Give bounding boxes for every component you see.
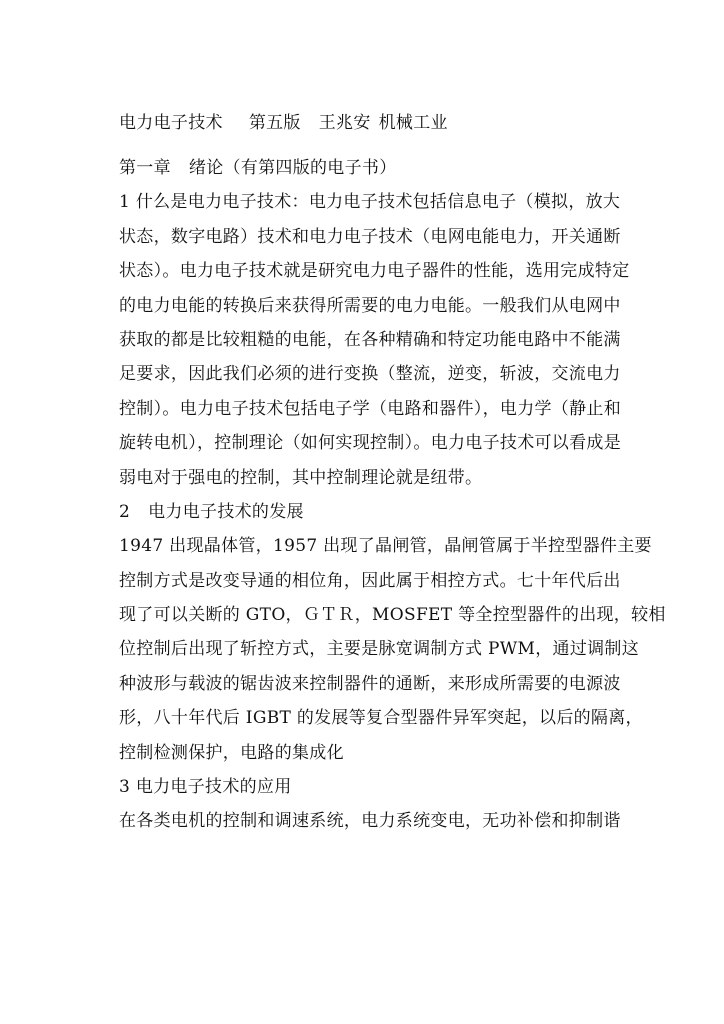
book-publisher: 机械工业 bbox=[378, 113, 448, 133]
book-title: 电力电子技术 bbox=[119, 113, 223, 133]
text-line: 在各类电机的控制和调速系统，电力系统变电，无功补偿和抑制谐 bbox=[119, 811, 621, 832]
text-line: 种波形与载波的锯齿波来控制器件的通断，来形成所需要的电源波 bbox=[119, 673, 621, 694]
text-line: 状态，数字电路）技术和电力电子技术（电网电能电力，开关通断 bbox=[119, 226, 621, 247]
text-line: 1947 出现晶体管，1957 出现了晶闸管，晶闸管属于半控型器件主要 bbox=[119, 536, 652, 557]
book-edition: 第五版 bbox=[248, 113, 301, 133]
text-line: 形，八十年代后 IGBT 的发展等复合型器件异军突起，以后的隔离， bbox=[119, 708, 643, 729]
text-line: 的电力电能的转换后来获得所需要的电力电能。一般我们从电网中 bbox=[119, 295, 621, 316]
text-line: 足要求，因此我们必须的进行变换（整流，逆变，斩波，交流电力 bbox=[119, 364, 621, 385]
section2-title: 电力电子技术的发展 bbox=[148, 501, 304, 522]
chapter-number: 第一章 bbox=[119, 158, 171, 178]
text-line: 获取的都是比较粗糙的电能，在各种精确和特定功能电路中不能满 bbox=[119, 329, 621, 350]
section1-paragraph bbox=[119, 185, 630, 495]
text-line: 现了可以关断的 GTO，ＧＴＲ，MOSFET 等全控型器件的出现，较相 bbox=[119, 605, 666, 626]
text-line: 控制）。电力电子技术包括电子学（电路和器件），电力学（静止和 bbox=[119, 398, 621, 419]
chapter-heading bbox=[119, 151, 615, 185]
chapter-name: 绪论（有第四版的电子书） bbox=[188, 158, 397, 178]
section3-heading: 3 电力电子技术的应用 bbox=[119, 777, 292, 798]
section2-heading bbox=[119, 495, 615, 529]
section2-number: 2 bbox=[119, 501, 131, 522]
text-line: 控制方式是改变导通的相位角，因此属于相控方式。七十年代后出 bbox=[119, 570, 621, 591]
book-title-line bbox=[119, 106, 615, 151]
text-line: 位控制后出现了斩控方式，主要是脉宽调制方式 PWM，通过调制这 bbox=[119, 639, 640, 660]
section3-paragraph bbox=[119, 804, 621, 838]
book-author: 王兆安 bbox=[318, 113, 371, 133]
text-line: 旋转电机），控制理论（如何实现控制）。电力电子技术可以看成是 bbox=[119, 433, 621, 454]
text-line: 状态）。电力电子技术就是研究电力电子器件的性能，选用完成特定 bbox=[119, 261, 630, 282]
text-line: 1 什么是电力电子技术：电力电子技术包括信息电子（模拟，放大 bbox=[119, 192, 621, 213]
document-body bbox=[119, 106, 666, 839]
text-line: 弱电对于强电的控制，其中控制理论就是纽带。 bbox=[119, 467, 483, 488]
text-line: 控制检测保护，电路的集成化 bbox=[119, 742, 344, 763]
section2-paragraph bbox=[119, 529, 666, 770]
